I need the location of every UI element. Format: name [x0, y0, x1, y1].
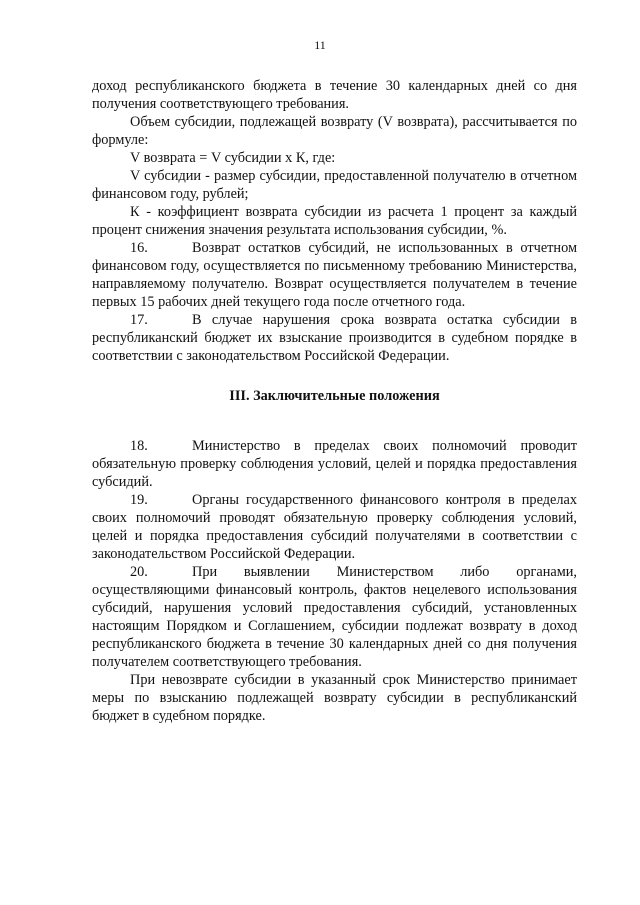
clause-20 [92, 563, 577, 671]
clause-number: 18. [130, 438, 148, 454]
clause-text: При выявлении Министерством либо органами, осуществляющими финансовый контроль, фактов нецелевого использования субсидий, нарушения условий предоставления субсидий, установленных настоящим Порядком и Соглашением, субсидии подлежат возврату в доход республиканского бюджета в течение 30 календарных дней со дня получения получателем соответствующего требования. [92, 564, 577, 670]
clause-18 [92, 437, 577, 491]
clause-19 [92, 491, 577, 563]
paragraph-v-definition: V субсидии - размер субсидии, предоставленной получателю в отчетном финансовом году, рублей; [92, 168, 577, 202]
paragraph-volume-formula-intro: Объем субсидии, подлежащей возврату (V возврата), рассчитывается по формуле: [92, 114, 577, 148]
page-number: 11 [314, 38, 326, 52]
clause-text: В случае нарушения срока возврата остатка субсидии в республиканский бюджет их взыскание производится в судебном порядке в соответствии с законодательством Российской Федерации. [92, 312, 577, 364]
closing-paragraph: При невозврате субсидии в указанный срок Министерство принимает меры по взысканию подлежащей возврату субсидии в республиканский бюджет в судебном порядке. [92, 672, 577, 724]
section-heading: III. Заключительные положения [229, 388, 440, 404]
clause-text: Министерство в пределах своих полномочий проводит обязательную проверку соблюдения условий, целей и порядка предоставления субсидий. [92, 438, 577, 490]
clause-number: 16. [130, 240, 148, 256]
clause-number: 17. [130, 312, 148, 328]
paragraph-k-definition: К - коэффициент возврата субсидии из расчета 1 процент за каждый процент снижения значения результата использования субсидии, %. [92, 204, 577, 238]
clause-16 [92, 239, 577, 311]
clause-number: 19. [130, 492, 148, 508]
clause-number: 20. [130, 564, 148, 580]
clause-17 [92, 311, 577, 365]
clause-text: Органы государственного финансового контроля в пределах своих полномочий проводят обязательную проверку соблюдения условий, целей и порядка предоставления субсидий получателями в соответствии с законодательством Российской Федерации. [92, 492, 577, 562]
paragraph-formula: V возврата = V субсидии x К, где: [130, 150, 336, 166]
paragraph-continuation: доход республиканского бюджета в течение 30 календарных дней со дня получения соответствующего требования. [92, 78, 577, 112]
clause-text: Возврат остатков субсидий, не использованных в отчетном финансовом году, осуществляется по письменному требованию Министерства, направляемому получателю. Возврат осуществляется получателем в течение первых 15 рабочих дней текущего года после отчетного года. [92, 240, 577, 310]
document-body [92, 77, 577, 725]
